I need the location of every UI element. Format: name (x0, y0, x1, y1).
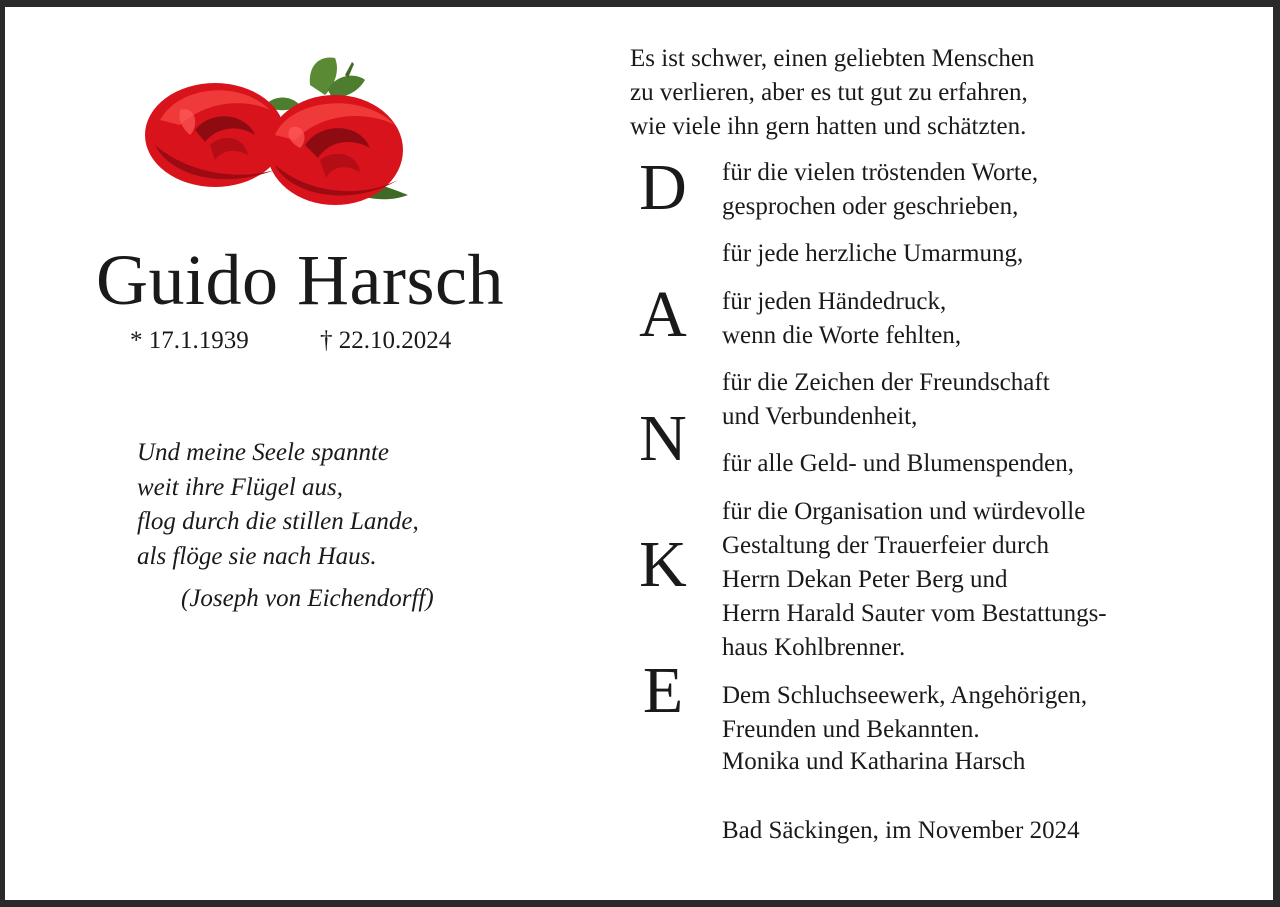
poem-line: als flöge sie nach Haus. (137, 542, 377, 570)
place-date: Bad Säckingen, im November 2024 (722, 817, 1080, 844)
thanks-list (722, 156, 1262, 747)
intro-line: wie viele ihn gern hatten und schätzten. (630, 113, 1027, 140)
danke-letter-n: N (639, 402, 687, 475)
danke-letter-a: A (639, 278, 687, 351)
danke-letter-k: K (639, 528, 687, 601)
thanks-line: für jeden Händedruck, (722, 287, 947, 315)
roses-icon (140, 50, 420, 210)
thanks-line: Dem Schluchseewerk, Angehörigen, (722, 681, 1088, 709)
thanks-line: Herrn Harald Sauter vom Bestattungs- (722, 600, 1107, 628)
thanks-line: und Verbundenheit, (722, 403, 918, 431)
poem-line: weit ihre Flügel aus, (137, 473, 343, 501)
signature: Monika und Katharina Harsch (722, 748, 1026, 775)
thanks-line: haus Kohlbrenner. (722, 634, 906, 662)
deceased-name: Guido Harsch (96, 240, 504, 320)
thanks-line: Freunden und Bekannten. (722, 715, 980, 743)
danke-letter-d: D (639, 151, 687, 224)
intro-line: zu verlieren, aber es tut gut zu erfahren, (630, 79, 1028, 106)
thanks-line: für die Zeichen der Freundschaft (722, 369, 1050, 397)
poem (137, 436, 537, 617)
poem-author: (Joseph von Eichendorff) (181, 585, 434, 612)
death-date: † 22.10.2024 (320, 327, 452, 354)
thanks-line: für alle Geld- und Blumenspenden, (722, 450, 1074, 478)
thanks-line: für die vielen tröstenden Worte, (722, 159, 1039, 186)
intro-line: Es ist schwer, einen geliebten Menschen (630, 45, 1035, 72)
poem-line: Und meine Seele spannte (137, 439, 390, 466)
poem-line: flog durch die stillen Lande, (137, 508, 419, 535)
danke-letter-e: E (642, 654, 684, 727)
birth-date: * 17.1.1939 (130, 327, 249, 354)
thanks-line: für jede herzliche Umarmung, (722, 240, 1024, 268)
thanks-line: für die Organisation und würdevolle (722, 497, 1086, 525)
thanks-line: gesprochen oder geschrieben, (722, 193, 1019, 221)
thanks-line: Herrn Dekan Peter Berg und (722, 566, 1008, 594)
thanks-line: wenn die Worte fehlten, (722, 321, 962, 349)
intro-text (630, 42, 1250, 144)
thanks-line: Gestaltung der Trauerfeier durch (722, 531, 1049, 559)
